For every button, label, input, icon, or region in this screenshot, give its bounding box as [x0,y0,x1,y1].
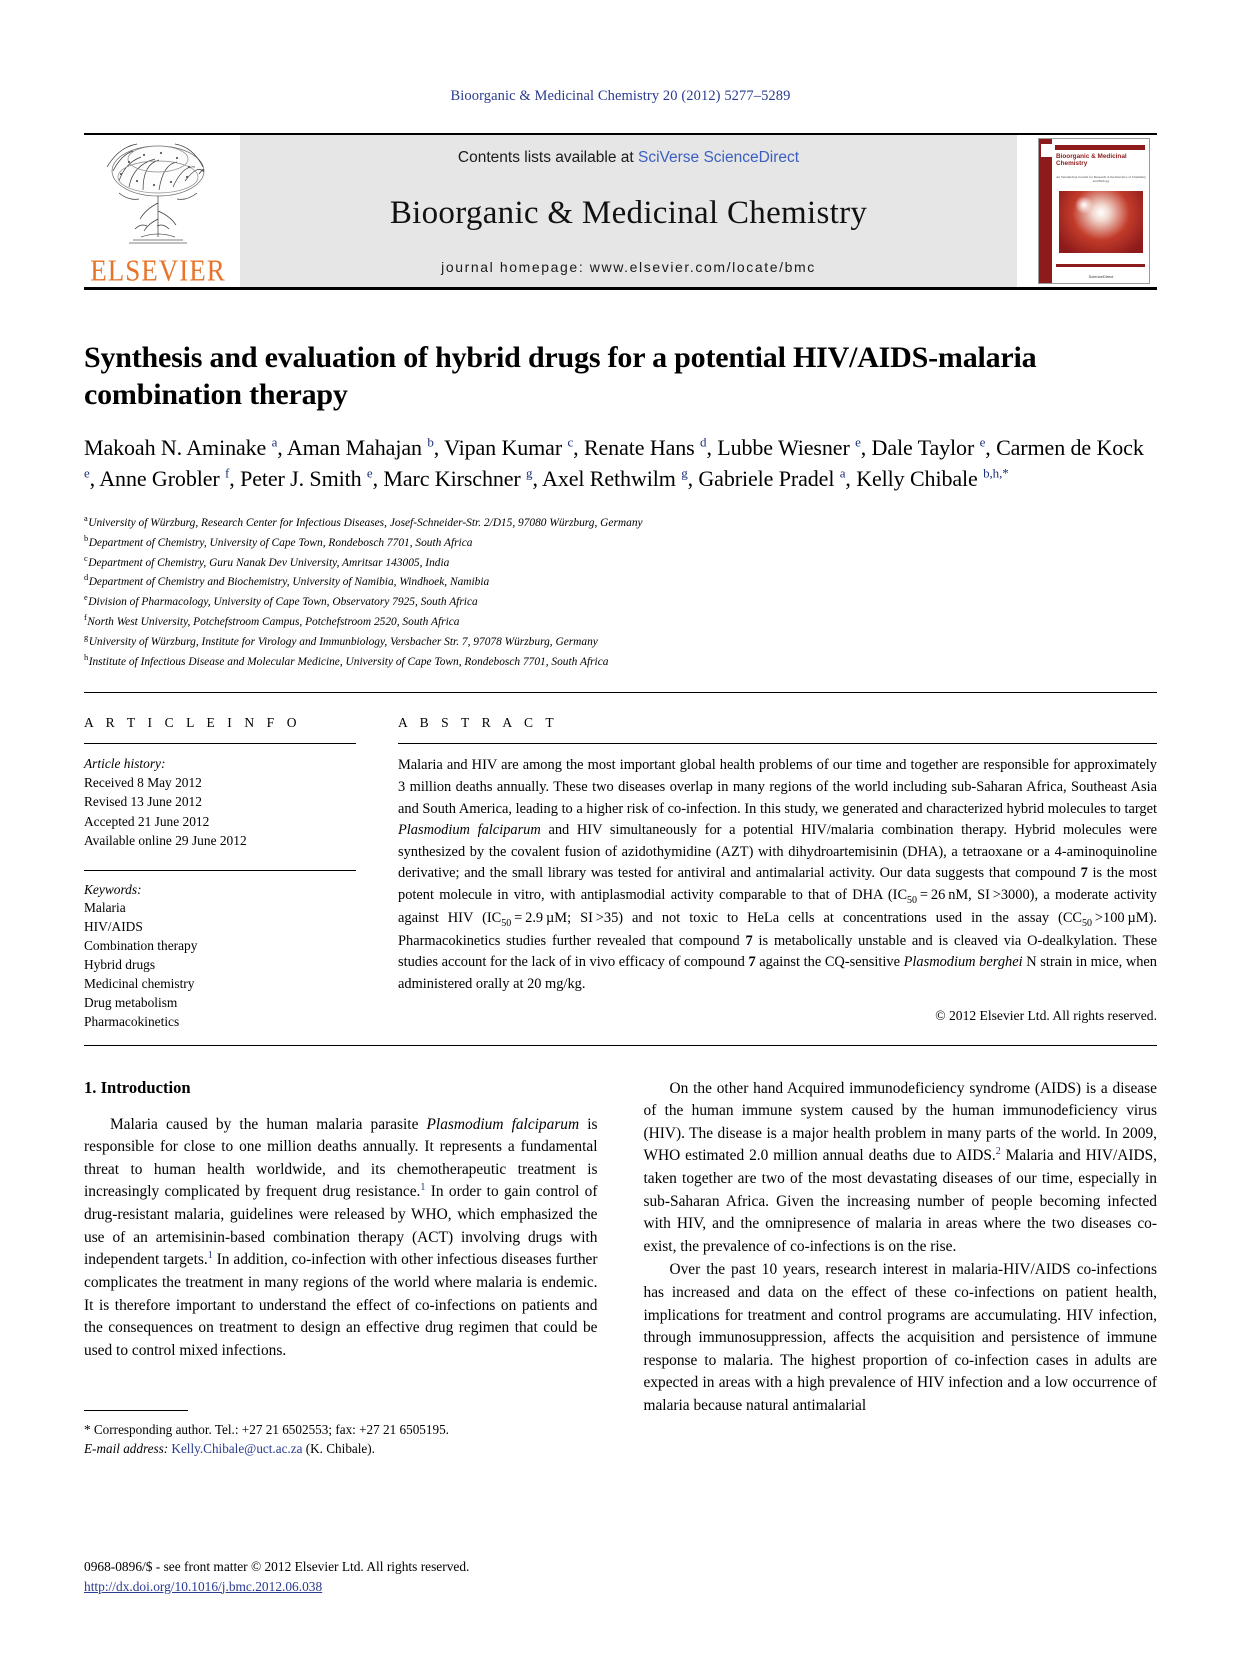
keywords-label: Keywords: [84,881,142,897]
paragraph: On the other hand Acquired immunodeficiency syndrome (AIDS) is a disease of the human immune system caused by the human immunodeficiency virus (HIV). The disease is a major health problem in many parts of the world. In 2009, WHO estimated 2.0 million annual deaths due to AIDS.$^2$ Malaria and HIV/AIDS, taken together are two of the most devastating diseases of our time, especially in sub-Saharan Africa. Given the increasing number of people becoming infected with HIV, and the omnipresence of malaria in areas where the two diseases co-exist, the prevalence of co-infections is on the rise. [643,1079,1157,1255]
article-history-label: Article history: [84,756,166,772]
corresponding-author-note: * Corresponding author. Tel.: +27 21 6502553; fax: +27 21 6505195. [84,1422,449,1438]
affiliation-text: Institute of Infectious Disease and Molecular Medicine, University of Cape Town, Rondebosch 7701, South Africa [88,655,609,668]
journal-homepage[interactable]: journal homepage: www.elsevier.com/locate/bmc [441,259,816,275]
page-title: Synthesis and evaluation of hybrid drugs for a potential HIV/AIDS-malaria combination therapy [84,341,1037,411]
affiliation-item [84,552,1157,572]
body-columns [84,1078,1157,1459]
keyword-item: Malaria [84,899,126,915]
cover-top-bar [1055,145,1145,150]
affiliation-mark: h [84,652,89,662]
journal-title: Bioorganic & Medicinal Chemistry [389,194,868,231]
contents-available-line [458,149,799,167]
issn-copyright-line: 0968-0896/$ - see front matter © 2012 Elsevier Ltd. All rights reserved. [84,1559,470,1575]
affiliation-mark: e [84,593,88,603]
affiliation-text: Department of Chemistry, University of Cape Town, Rondebosch 7701, South Africa [88,536,473,549]
email-suffix: (K. Chibale). [305,1441,375,1457]
paragraph: Malaria caused by the human malaria parasite Plasmodium falciparum is responsible for close to one million deaths annually. It represents a fundamental threat to human health worldwide, and its chemotherapeutic treatment is increasingly complicated by frequent drug resistance.$^1$ In order to gain control of drug-resistant malaria, guidelines were released by WHO, which emphasized the use of an artemisinin-based combination therapy (ACT) involving drugs with independent targets.$^1$ In addition, co-infection with other infectious diseases further complicates the treatment in many regions of the world where malaria is endemic. It is therefore important to understand the effect of co-infections on patients and the consequences on treatment to design an effective drug regimen that could be used to control mixed infections. [84,1115,598,1359]
cover-artwork [1059,191,1143,253]
keyword-item: HIV/AIDS [84,918,143,934]
article-info-column [84,715,356,1030]
elsevier-wordmark: ELSEVIER [90,252,226,288]
affiliation-text: Division of Pharmacology, University of Cape Town, Observatory 7925, South Africa [88,595,478,608]
affiliation-item [84,571,1157,591]
email-label: E-mail address: [84,1441,169,1457]
abstract-text: Malaria and HIV are among the most important global health problems of our time and together are responsible for approximately 3 million deaths annually. These two diseases overlap in many regions of the world including sub-Saharan Africa, Southeast Asia and South America, leading to a higher risk of co-infection. In this study, we generated and characterized hybrid molecules to target Plasmodium falciparum and HIV simultaneously for a potential HIV/malaria combination therapy. Hybrid molecules were synthesized by the covalent fusion of azidothymidine (AZT) with dihydroartemisinin (DHA), a tetraoxane or a 4-aminoquinoline derivative; and the small library was tested for antiviral and antimalarial activity. Our data suggests that compound 7 is the most potent molecule in vitro, with antiplasmodial activity comparable to that of DHA ($IC_{50} = 26$ nM, SI >3000), a moderate activity against HIV ($IC_{50} = 2.9$ µM; SI >35) and not toxic to HeLa cells at concentrations used in the assay ($CC_{50} >100$ µM). Pharmacokinetics studies further revealed that compound 7 is metabolically unstable and is cleaved via O-dealkylation. These studies account for the lack of in vivo efficacy of compound 7 against the CQ-sensitive Plasmodium berghei N strain in mice, when administered orally at 20 mg/kg. [398,757,1157,993]
cover-left-bar [1039,139,1052,283]
cover-image [1038,138,1150,284]
cover-footer-label: ScienceDirect [1088,274,1114,279]
author-list: Makoah N. Aminake $^a$, Aman Mahajan $^b$, Vipan Kumar $^c$, Renate Hans $^d$, Lubbe Wiesner $^e$, Dale Taylor $^e$, Carmen de Kock $^e$, Anne Grobler $^f$, Peter J. Smith $^e$, Marc Kirschner $^g$, Axel Rethwilm $^g$, Gabriele Pradel $^a$, Kelly Chibale $^{b,h,*}$ [84,434,1144,491]
keyword-item: Pharmacokinetics [84,1013,180,1029]
affiliation-text: Department of Chemistry, Guru Nanak Dev University, Amritsar 143005, India [88,556,450,569]
affiliation-mark: g [84,632,89,642]
elsevier-tree-icon [99,141,217,253]
body-column-right [644,1078,1158,1459]
paragraph: Over the past 10 years, research interest in malaria-HIV/AIDS co-infections has increased and data on the effect of these co-infections on patient health, implications for treatment and control programs are accumulating. HIV infection, through immunosuppression, affects the acquisition and persistence of immune response to malaria. The highest proportion of co-infection cases in adults are expected in areas with a high prevalence of HIV infection and a low occurrence of malaria because natural antimalarial [643,1261,1157,1414]
keyword-item: Combination therapy [84,937,198,953]
article-info-divider [84,743,356,744]
history-item: Accepted 21 June 2012 [84,813,210,829]
affiliation-item [84,532,1157,552]
affiliation-list [84,512,1157,671]
page-footer [84,1557,469,1596]
affiliation-item [84,512,1157,532]
cover-title: Bioorganic & Medicinal Chemistry [1056,153,1127,168]
info-abstract-block [84,692,1157,1030]
affiliation-mark: c [84,553,88,563]
journal-cover-thumbnail [1031,135,1157,287]
affiliation-item [84,591,1157,611]
footnote-rule [84,1410,188,1411]
keyword-item: Medicinal chemistry [84,975,195,991]
journal-masthead [84,133,1157,287]
doi-link[interactable]: http://dx.doi.org/10.1016/j.bmc.2012.06.038 [84,1578,323,1594]
footnote-block [84,1410,598,1458]
cover-subtitle: An Tetrahedron Journal for Research at the Interface of Chemistry and Biology [1056,175,1146,184]
keywords-block [84,870,356,1031]
affiliation-text: University of Würzburg, Research Center for Infectious Diseases, Josef-Schneider-Str. 2/D15, 97080 Würzburg, Germany [88,516,643,529]
affiliation-text: Department of Chemistry and Biochemistry, University of Namibia, Windhoek, Namibia [88,576,490,589]
abstract-heading: A B S T R A C T [398,715,559,731]
masthead-bottom-rule [84,287,1157,290]
article-info-heading: A R T I C L E I N F O [84,715,302,731]
article-history [84,754,356,849]
masthead-center [240,135,1017,287]
history-item: Revised 13 June 2012 [84,794,202,810]
abstract-bottom-rule [84,1045,1157,1046]
abstract-divider [398,743,1157,744]
running-head: Bioorganic & Medicinal Chemistry 20 (2012) 5277–5289 [450,88,791,104]
section-heading-introduction: 1. Introduction [84,1077,191,1097]
keyword-item: Hybrid drugs [84,956,156,972]
email-note [84,1439,598,1458]
history-item: Received 8 May 2012 [84,775,202,791]
affiliation-mark: a [84,513,88,523]
elsevier-logo [84,135,232,287]
affiliation-mark: d [84,573,89,583]
affiliation-item [84,651,1157,671]
affiliation-text: University of Würzburg, Institute for Virology and Immunbiology, Versbacher Str. 7, 97078 Würzburg, Germany [88,635,598,648]
affiliation-text: North West University, Potchefstroom Campus, Potchefstroom 2520, South Africa [87,615,460,628]
abstract-column [398,715,1157,1030]
body-column-left [84,1078,598,1459]
contents-prefix: Contents lists available at [457,149,638,166]
sciencedirect-link[interactable]: SciVerse ScienceDirect [637,149,800,166]
keyword-item: Drug metabolism [84,994,178,1010]
abstract-copyright: © 2012 Elsevier Ltd. All rights reserved. [935,1007,1157,1023]
affiliation-item [84,631,1157,651]
cover-bottom-bar [1056,264,1145,267]
keywords-list [84,898,356,1031]
history-item: Available online 29 June 2012 [84,832,247,848]
affiliation-mark: f [84,612,87,622]
affiliation-mark: b [84,533,89,543]
cover-badge-icon [1041,144,1052,157]
email-link[interactable]: Kelly.Chibale@uct.ac.za [171,1441,303,1457]
affiliation-item [84,611,1157,631]
